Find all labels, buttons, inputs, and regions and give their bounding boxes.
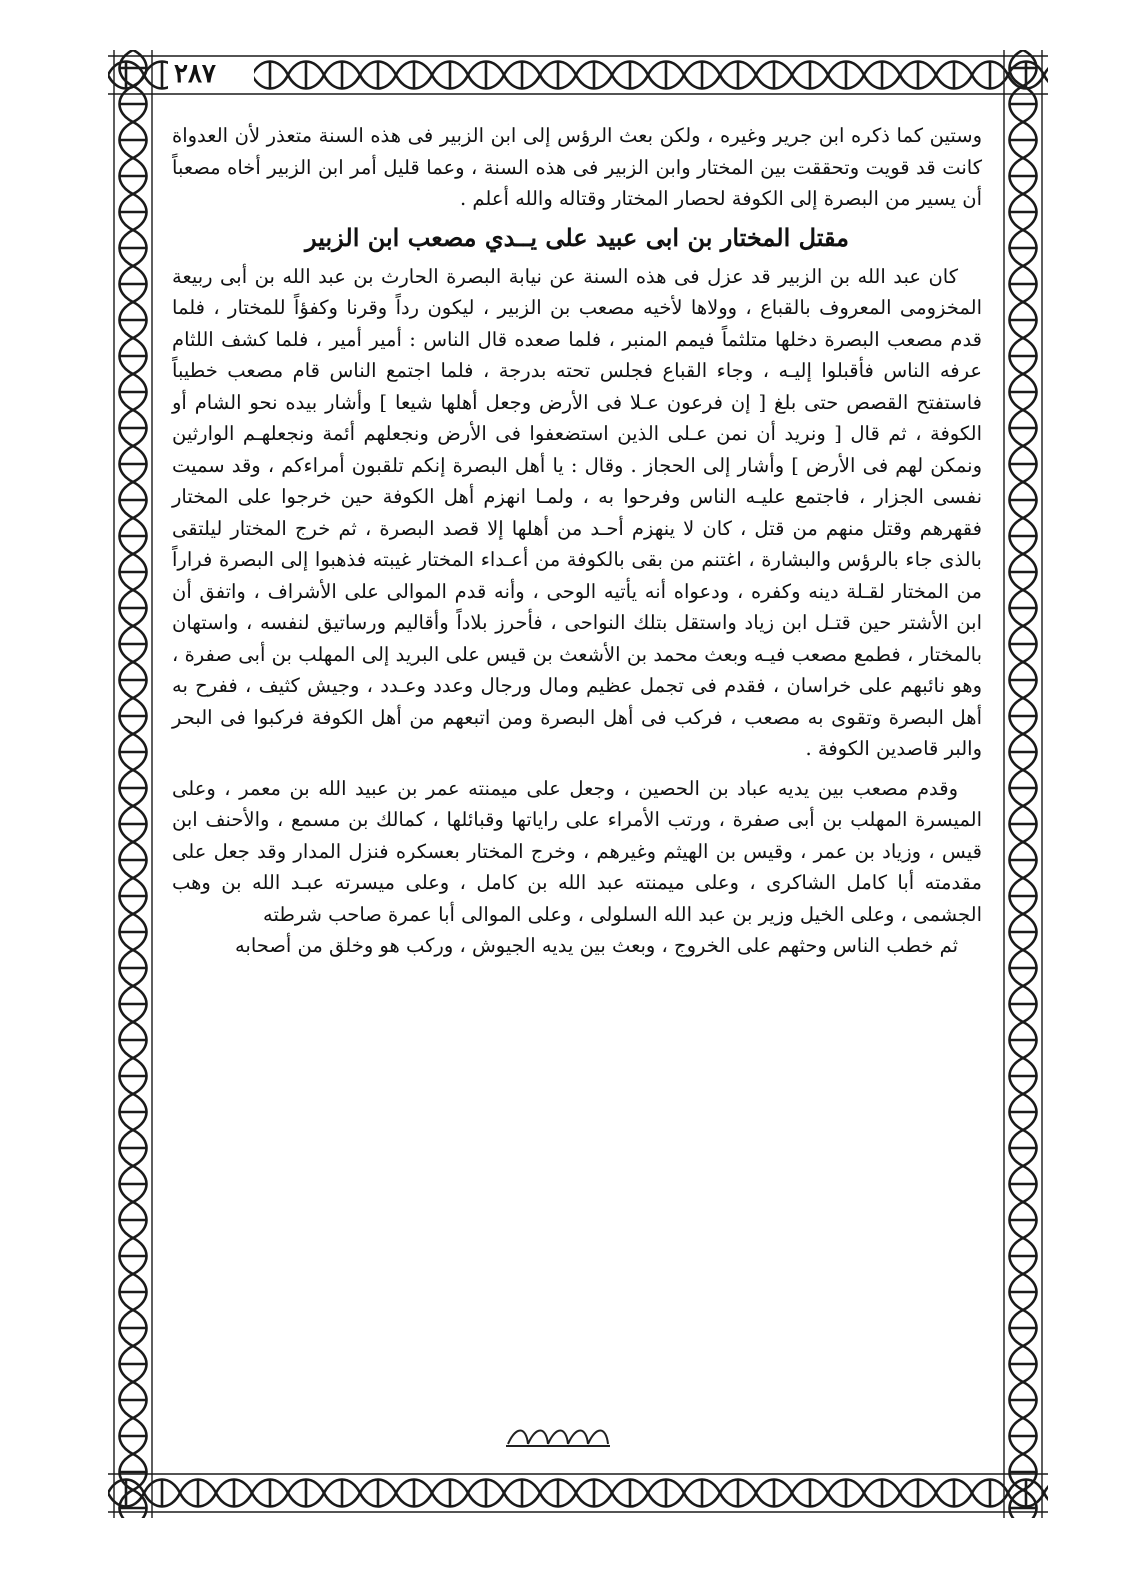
frame-bottom-border [108, 1468, 1048, 1518]
page-body [172, 120, 982, 962]
paragraph-1: كان عبد الله بن الزبير قد عزل فى هذه السنة عن نيابة البصرة الحارث بن عبد الله بن أبى ربيعة المخزومى المعروف بالقباع ، وولاها لأخيه مصعب بن الزبير ، ليكون رداً وقرنا وكفؤاً للمختار ، فلما قدم مصعب البصرة دخلها متلثماً فيمم المنبر ، فلما صعده قال الناس : أمير أمير ، فلما كشف اللثام عرفه الناس فأقبلوا إليـه ، وجاء القباع فجلس تحته بدرجة ، فلما اجتمع الناس قام مصعب خطيباً فاستفتح القصص حتى بلغ [ إن فرعون عـلا فى الأرض وجعل أهلها شيعا ] وأشار بيده نحو الشام أو الكوفة ، ثم قال [ ونريد أن نمن عـلى الذين استضعفوا فى الأرض ونجعلهم أئمة ونجعلهـم الوارثين ونمكن لهم فى الأرض ] وأشار إلى الحجاز . وقال : يا أهل البصرة إنكم تلقبون أمراءكم ، وقد سميت نفسى الجزار ، فاجتمع عليـه الناس وفرحوا به ، ولمـا انهزم أهل الكوفة حين خرجوا على المختار فقهرهم وقتل منهم من قتل ، كان لا ينهزم أحـد من أهلها إلا قصد البصرة ، ثم خرج المختار ليلتقى بالذى جاء بالرؤس والبشارة ، اغتنم من بقى بالكوفة من أعـداء المختار غيبته فذهبوا إلى البصرة فراراً من المختار لقـلة دينه وكفره ، ودعواه أنه يأتيه الوحى ، وأنه قدم الموالى على الأشراف ، واتفق أن ابن الأشتر حين قتـل ابن زياد واستقل بتلك النواحى ، فأحرز بلاداً وأقاليم ورساتيق لنفسه ، واستهان بالمختار ، فطمع مصعب فيـه وبعث محمد بن الأشعث بن قيس على البريد إلى المهلب بن أبى صفرة ، وهو نائبهم على خراسان ، فقدم فى تجمل عظيم ومال ورجال وعدد وعـدد ، وجيش كثيف ، ففرح به أهل البصرة وتقوى به مصعب ، فركب فى أهل البصرة ومن اتبعهم من أهل الكوفة فركبوا فى البحر والبر قاصدين الكوفة . [172, 264, 982, 760]
frame-right-border [998, 50, 1048, 1518]
page-number: ٢٨٧ [168, 58, 254, 90]
intro-paragraph: وستين كما ذكره ابن جرير وغيره ، ولكن بعث الرؤس إلى ابن الزبير فى هذه السنة متعذر لأن العدواة كانت قد قويت وتحققت بين المختار وابن الزبير فى هذه السنة ، وعما قليل أمر ابن الزبير أخاه مصعباً أن يسير من البصرة إلى الكوفة لحصار المختار وقتاله والله أعلم . [172, 124, 982, 210]
paragraph-2: وقدم مصعب بين يديه عباد بن الحصين ، وجعل على ميمنته عمر بن عبيد الله بن معمر ، وعلى الميسرة المهلب بن أبى صفرة ، ورتب الأمراء على راياتها وقبائلها ، كمالك بن مسمع ، والأحنف ابن قيس ، وزياد بن عمر ، وقيس بن الهيثم وغيرهم ، وخرج المختار بعسكره فنزل المدار وقد جعل على مقدمته أبا كامل الشاكرى ، وعلى ميمنته عبد الله بن كامل ، وعلى ميسرته عبـد الله بن وهب الجشمى ، وعلى الخيل وزير بن عبد الله السلولى ، وعلى الموالى أبا عمرة صاحب شرطته [172, 776, 982, 926]
floral-tailpiece-icon [498, 1422, 618, 1450]
section-heading: مقتل المختار بن ابى عبيد على يــدي مصعب ابن الزبير [304, 222, 850, 252]
frame-left-border [108, 50, 158, 1518]
paragraph-3: ثم خطب الناس وحثهم على الخروج ، وبعث بين يديه الجيوش ، وركب هو وخلق من أصحابه [234, 934, 958, 957]
